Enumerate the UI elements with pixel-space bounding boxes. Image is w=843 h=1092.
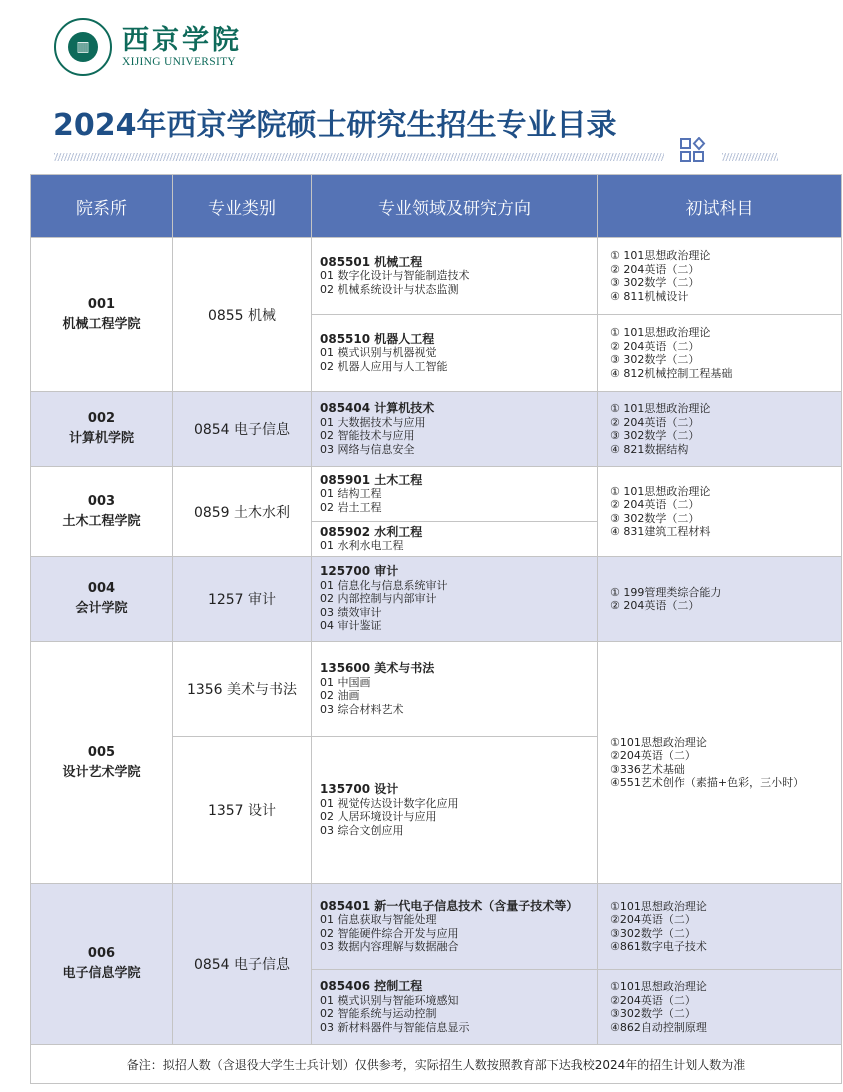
research-direction: 03 网络与信息安全 bbox=[320, 442, 415, 456]
exam-subjects-cell bbox=[598, 557, 842, 642]
header-department: 院系所 bbox=[31, 175, 173, 238]
exam-subject: ① 101思想政治理论 bbox=[610, 484, 711, 498]
exam-subject: ①101思想政治理论 bbox=[610, 899, 707, 913]
exam-subjects-cell bbox=[598, 884, 842, 970]
category-cell: 0854 电子信息 bbox=[173, 884, 312, 1045]
major-cell bbox=[312, 737, 598, 884]
exam-subject: ②204英语（二） bbox=[610, 913, 696, 926]
table-row bbox=[31, 467, 842, 522]
research-direction: 02 内部控制与内部审计 bbox=[320, 592, 437, 606]
exam-subject: ① 101思想政治理论 bbox=[610, 402, 711, 415]
logo-name-cn: 西京学院 bbox=[122, 25, 242, 56]
department-cell bbox=[31, 467, 173, 557]
major-cell bbox=[312, 884, 598, 970]
page-title: 2024年西京学院硕士研究生招生专业目录 bbox=[53, 108, 617, 143]
department-cell bbox=[31, 238, 173, 392]
footnote: 备注：拟招人数（含退役大学生士兵计划）仅供参考，实际招生人数按照教育部下达我校2024年的招生计划人数为准 bbox=[31, 1045, 842, 1084]
major-cell bbox=[312, 642, 598, 737]
research-direction: 02 岩土工程 bbox=[320, 500, 382, 514]
major-cell bbox=[312, 970, 598, 1045]
exam-subjects-cell bbox=[598, 238, 842, 315]
major-title: 085401 新一代电子信息技术（含量子技术等） bbox=[320, 898, 579, 913]
research-direction: 01 模式识别与智能环境感知 bbox=[320, 993, 459, 1007]
research-direction: 01 视觉传达设计数字化应用 bbox=[320, 796, 459, 810]
exam-subject: ③ 302数学（二） bbox=[610, 276, 700, 289]
research-direction: 02 智能技术与应用 bbox=[320, 429, 415, 442]
department-line: 001 bbox=[87, 296, 116, 312]
exam-subject: ②204英语（二） bbox=[610, 749, 696, 762]
research-direction: 03 新材料器件与智能信息显示 bbox=[320, 1020, 470, 1034]
major-title: 125700 审计 bbox=[320, 564, 399, 579]
research-direction: 03 综合材料艺术 bbox=[320, 702, 404, 716]
major-title: 085902 水利工程 bbox=[320, 524, 423, 539]
research-direction: 03 绩效审计 bbox=[320, 605, 382, 619]
department-line: 002 bbox=[87, 411, 116, 426]
grid-diamond-icon bbox=[680, 137, 706, 163]
exam-subject: ① 101思想政治理论 bbox=[610, 326, 711, 339]
program-catalog-table bbox=[30, 174, 842, 1084]
decorative-divider bbox=[722, 153, 778, 161]
exam-subject: ③302数学（二） bbox=[610, 1007, 696, 1020]
exam-subjects-cell bbox=[598, 970, 842, 1045]
department-line: 机械工程学院 bbox=[62, 316, 141, 332]
exam-subject: ② 204英语（二） bbox=[610, 415, 700, 429]
research-direction: 01 模式识别与机器视觉 bbox=[320, 346, 437, 360]
exam-subject: ④862自动控制原理 bbox=[610, 1020, 707, 1034]
exam-subject: ④ 821数据结构 bbox=[610, 442, 689, 456]
major-title: 085510 机器人工程 bbox=[320, 331, 435, 346]
exam-subject: ③302数学（二） bbox=[610, 926, 696, 940]
exam-subject: ④ 811机械设计 bbox=[610, 289, 689, 303]
exam-subject: ② 204英语（二） bbox=[610, 498, 700, 511]
exam-subject: ① 199管理类综合能力 bbox=[610, 585, 722, 599]
department-cell bbox=[31, 642, 173, 884]
major-cell bbox=[312, 557, 598, 642]
exam-subject: ② 204英语（二） bbox=[610, 339, 700, 353]
category-cell: 0854 电子信息 bbox=[173, 392, 312, 467]
major-title: 085501 机械工程 bbox=[320, 254, 423, 269]
major-cell bbox=[312, 522, 598, 557]
category-cell: 1257 审计 bbox=[173, 557, 312, 642]
logo-name-en: XIJING UNIVERSITY bbox=[122, 56, 237, 68]
exam-subject: ④861数字电子技术 bbox=[610, 940, 707, 953]
research-direction: 03 数据内容理解与数据融合 bbox=[320, 940, 459, 953]
university-logo bbox=[54, 18, 242, 76]
major-cell bbox=[312, 467, 598, 522]
research-direction: 01 信息获取与智能处理 bbox=[320, 913, 437, 926]
university-seal-icon: ▥ bbox=[54, 18, 112, 76]
research-direction: 02 机械系统设计与状态监测 bbox=[320, 282, 459, 296]
exam-subjects-cell bbox=[598, 467, 842, 557]
exam-subject: ③336艺术基础 bbox=[610, 762, 685, 776]
category-cell: 0855 机械 bbox=[173, 238, 312, 392]
department-cell bbox=[31, 392, 173, 467]
exam-subject: ④ 831建筑工程材料 bbox=[610, 525, 711, 538]
table-row bbox=[31, 557, 842, 642]
department-line: 会计学院 bbox=[75, 601, 128, 616]
research-direction: 02 机器人应用与人工智能 bbox=[320, 359, 448, 373]
research-direction: 01 数字化设计与智能制造技术 bbox=[320, 269, 470, 283]
research-direction: 01 信息化与信息系统审计 bbox=[320, 578, 448, 592]
exam-subject: ④551艺术创作（素描+色彩，三小时） bbox=[610, 776, 805, 789]
major-cell bbox=[312, 315, 598, 392]
department-line: 设计艺术学院 bbox=[62, 764, 141, 780]
category-cell: 0859 土木水利 bbox=[173, 467, 312, 557]
exam-subject: ②204英语（二） bbox=[610, 993, 696, 1007]
major-cell bbox=[312, 238, 598, 315]
research-direction: 01 水利水电工程 bbox=[320, 539, 404, 552]
department-line: 电子信息学院 bbox=[62, 966, 141, 981]
table-header-row bbox=[31, 175, 842, 238]
department-line: 003 bbox=[87, 493, 116, 509]
exam-subject: ② 204英语（二） bbox=[610, 599, 700, 612]
header-field-direction: 专业领域及研究方向 bbox=[312, 175, 598, 238]
exam-subjects-cell bbox=[598, 315, 842, 392]
research-direction: 02 智能硬件综合开发与应用 bbox=[320, 926, 459, 940]
exam-subject: ② 204英语（二） bbox=[610, 262, 700, 276]
table-row bbox=[31, 392, 842, 467]
department-line: 计算机学院 bbox=[68, 431, 134, 446]
major-cell bbox=[312, 392, 598, 467]
research-direction: 02 油画 bbox=[320, 689, 360, 702]
header-exam-subjects: 初试科目 bbox=[598, 175, 842, 238]
research-direction: 04 审计鉴证 bbox=[320, 619, 382, 633]
category-cell: 1357 设计 bbox=[173, 737, 312, 884]
major-title: 085406 控制工程 bbox=[320, 979, 423, 993]
decorative-divider bbox=[54, 153, 664, 161]
research-direction: 01 中国画 bbox=[320, 675, 371, 689]
major-title: 085901 土木工程 bbox=[320, 472, 423, 487]
research-direction: 01 结构工程 bbox=[320, 487, 382, 501]
department-line: 006 bbox=[87, 946, 116, 961]
table-row bbox=[31, 238, 842, 315]
department-line: 土木工程学院 bbox=[62, 513, 141, 529]
major-title: 135600 美术与书法 bbox=[320, 661, 435, 675]
research-direction: 02 智能系统与运动控制 bbox=[320, 1007, 437, 1020]
exam-subject: ①101思想政治理论 bbox=[610, 980, 707, 993]
table-row bbox=[31, 642, 842, 737]
department-cell bbox=[31, 884, 173, 1045]
header-category: 专业类别 bbox=[173, 175, 312, 238]
research-direction: 03 综合文创应用 bbox=[320, 823, 404, 837]
category-cell: 1356 美术与书法 bbox=[173, 642, 312, 737]
table-row bbox=[31, 884, 842, 970]
exam-subject: ④ 812机械控制工程基础 bbox=[610, 366, 733, 380]
exam-subjects-cell bbox=[598, 392, 842, 467]
exam-subject: ③ 302数学（二） bbox=[610, 511, 700, 525]
exam-subject: ③ 302数学（二） bbox=[610, 429, 700, 442]
research-direction: 01 大数据技术与应用 bbox=[320, 415, 426, 429]
exam-subjects-cell bbox=[598, 642, 842, 884]
exam-subject: ①101思想政治理论 bbox=[610, 735, 707, 749]
research-direction: 02 人居环境设计与应用 bbox=[320, 810, 437, 823]
department-line: 005 bbox=[87, 744, 116, 760]
major-title: 085404 计算机技术 bbox=[320, 401, 435, 415]
department-line: 004 bbox=[87, 581, 116, 596]
note-row bbox=[31, 1045, 842, 1084]
department-cell bbox=[31, 557, 173, 642]
exam-subject: ① 101思想政治理论 bbox=[610, 249, 711, 262]
major-title: 135700 设计 bbox=[320, 782, 399, 796]
exam-subject: ③ 302数学（二） bbox=[610, 353, 700, 366]
